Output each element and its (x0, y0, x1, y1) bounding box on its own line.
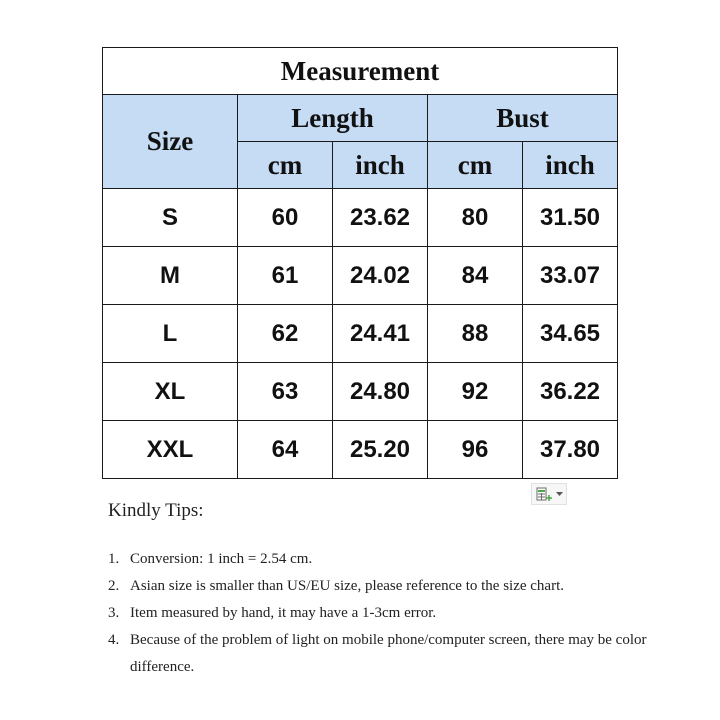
size-chart-table (102, 47, 618, 479)
table-row (103, 305, 618, 363)
value-cell: 63 (238, 363, 333, 421)
tip-number: 4. (108, 632, 120, 648)
value-cell: 62 (238, 305, 333, 363)
value-cell: 96 (428, 421, 523, 479)
value-cell: 23.62 (333, 189, 428, 247)
value-cell: 37.80 (523, 421, 618, 479)
table-row (103, 189, 618, 247)
chevron-down-icon (556, 492, 563, 497)
tips-title: Kindly Tips: (108, 500, 204, 521)
tip-number: 1. (108, 551, 120, 567)
value-cell: 25.20 (333, 421, 428, 479)
tip-text: Conversion: 1 inch = 2.54 cm. (130, 551, 313, 567)
length-header: Length (238, 95, 428, 142)
size-cell: XL (103, 363, 238, 421)
value-cell: 24.02 (333, 247, 428, 305)
table-row (103, 363, 618, 421)
size-cell: L (103, 305, 238, 363)
list-item (108, 546, 668, 573)
list-item (108, 627, 668, 681)
bust-header: Bust (428, 95, 618, 142)
value-cell: 31.50 (523, 189, 618, 247)
list-item (108, 573, 668, 600)
size-cell: S (103, 189, 238, 247)
value-cell: 36.22 (523, 363, 618, 421)
size-cell: XXL (103, 421, 238, 479)
list-item (108, 600, 668, 627)
tip-text: Because of the problem of light on mobile phone/computer screen, there may be color difference. (130, 632, 647, 675)
value-cell: 24.80 (333, 363, 428, 421)
tips-list (108, 546, 668, 681)
tip-text: Item measured by hand, it may have a 1-3cm error. (130, 605, 437, 621)
length-cm-header: cm (238, 142, 333, 189)
value-cell: 24.41 (333, 305, 428, 363)
value-cell: 80 (428, 189, 523, 247)
size-cell: M (103, 247, 238, 305)
tip-number: 3. (108, 605, 120, 621)
value-cell: 64 (238, 421, 333, 479)
tip-number: 2. (108, 578, 120, 594)
value-cell: 88 (428, 305, 523, 363)
kindly-tips (108, 500, 668, 681)
table-row (103, 421, 618, 479)
tip-text: Asian size is smaller than US/EU size, please reference to the size chart. (130, 578, 564, 594)
table-row (103, 247, 618, 305)
bust-cm-header: cm (428, 142, 523, 189)
bust-inch-header: inch (523, 142, 618, 189)
value-cell: 34.65 (523, 305, 618, 363)
value-cell: 33.07 (523, 247, 618, 305)
value-cell: 92 (428, 363, 523, 421)
value-cell: 61 (238, 247, 333, 305)
value-cell: 60 (238, 189, 333, 247)
size-header: Size (103, 95, 238, 189)
length-inch-header: inch (333, 142, 428, 189)
value-cell: 84 (428, 247, 523, 305)
table-title: Measurement (103, 48, 618, 95)
